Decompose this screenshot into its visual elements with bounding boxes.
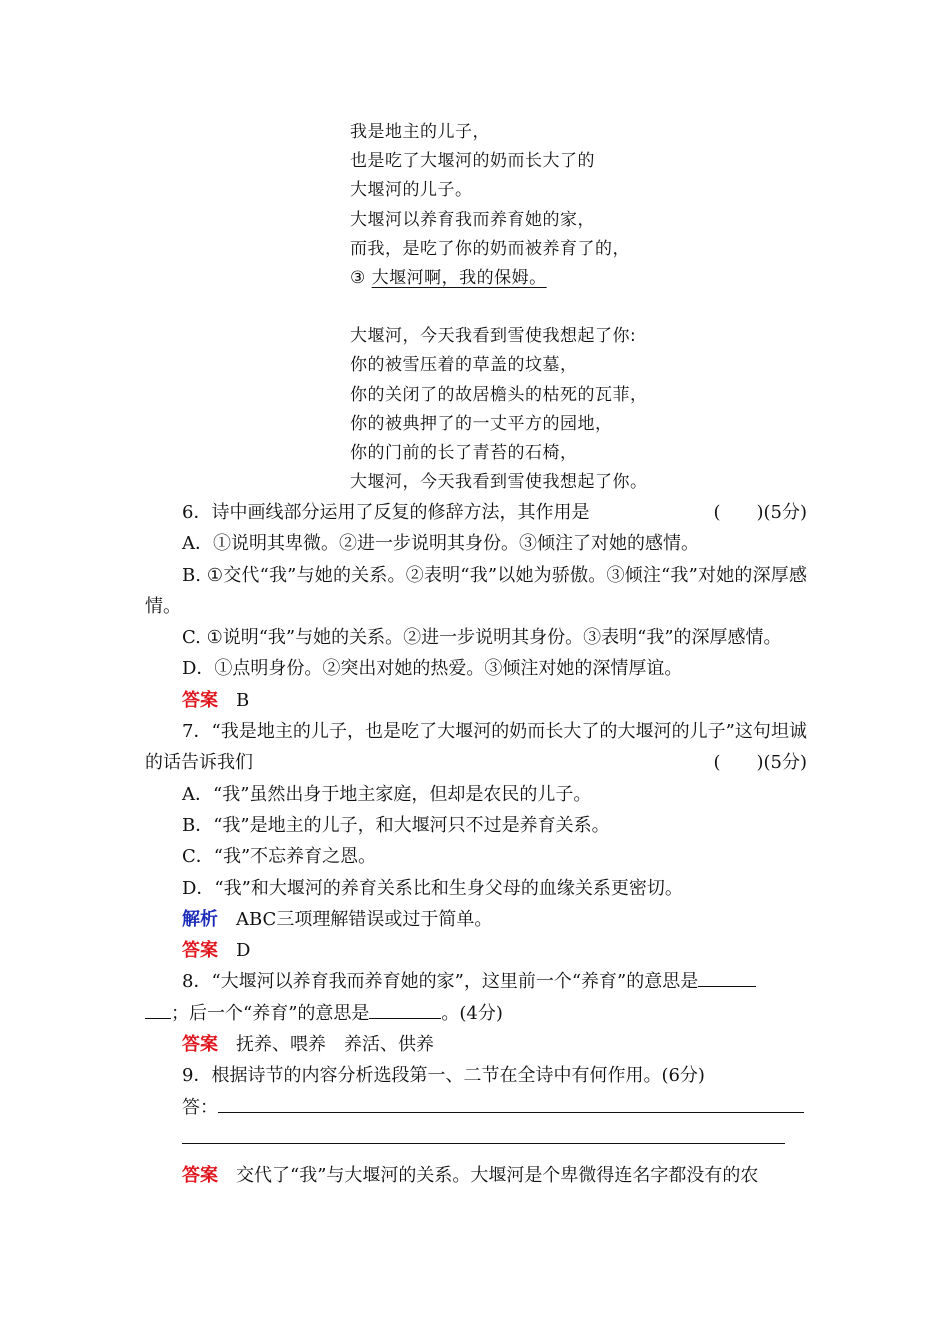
question-9-answer-area: [145, 1092, 807, 1123]
answer-line-row: [145, 1123, 807, 1154]
answer-value: 抚养、喂养 养活、供养: [236, 1034, 434, 1056]
fill-in-blank-continued[interactable]: [145, 1017, 171, 1019]
option-d: D．①点明身份。②突出对她的热爱。③倾注对她的深情厚谊。: [182, 658, 683, 680]
question-text: 6．诗中画线部分运用了反复的修辞方法，其作用是: [182, 502, 590, 523]
answer-bracket: ( )(5分): [713, 502, 807, 523]
option-a: A．“我”虽然出身于地主家庭，但却是农民的儿子。: [182, 783, 592, 805]
question-text: 8．“大堰河以养育我而养育她的家”，这里前一个“养育”的意思是: [182, 971, 699, 993]
question-7-answer: [145, 935, 807, 966]
poem-line: 我是地主的儿子，: [350, 122, 490, 142]
poem-line: 你的门前的长了青苔的石椅，: [350, 443, 578, 464]
answer-label: 答案: [182, 689, 218, 711]
poem-line: 大堰河以养育我而养育她的家，: [350, 209, 595, 230]
question-9-answer: [145, 1160, 807, 1191]
analysis-text: ABC三项理解错误或过于简单。: [236, 908, 493, 930]
poem-line: 而我，是吃了你的奶而被养育了的，: [350, 238, 630, 259]
option-c: C．“我”不忘养育之恩。: [182, 846, 377, 868]
option-a: A．①说明其卑微。②进一步说明其身份。③倾注了对她的感情。: [182, 533, 699, 555]
question-text: 。(4分): [441, 1002, 503, 1024]
poem-line: 大堰河的儿子。: [350, 180, 473, 201]
question-9-stem: 9．根据诗节的内容分析选段第一、二节在全诗中有何作用。(6分): [182, 1065, 705, 1087]
option-d: D．“我”和大堰河的养育关系比和生身父母的血缘关系更密切。: [182, 877, 683, 899]
poem-line: 你的被雪压着的草盖的坟墓，: [350, 355, 578, 376]
poem-excerpt: [350, 118, 648, 497]
poem-line: 你的关闭了的故居檐头的枯死的瓦菲，: [350, 384, 648, 405]
question-8-answer: [145, 1029, 807, 1060]
poem-underlined-line: [350, 264, 648, 293]
question-8-stem-line2: [145, 998, 807, 1029]
question-7-analysis: [145, 904, 807, 935]
answer-value: D: [236, 940, 251, 962]
answer-line[interactable]: [218, 1111, 804, 1113]
answer-line[interactable]: [182, 1142, 785, 1144]
poem-line: 也是吃了大堰河的奶而长大了的: [350, 151, 595, 172]
question-8-stem-line1: [145, 966, 807, 997]
answer-prompt: 答：: [182, 1096, 218, 1118]
poem-line: 大堰河，今天我看到雪使我想起了你:: [350, 326, 637, 347]
answer-label: 答案: [182, 940, 218, 962]
fill-in-blank[interactable]: [369, 1017, 441, 1019]
stanza-gap: [350, 293, 648, 322]
answer-label: 答案: [182, 1165, 218, 1187]
question-6-answer: [145, 685, 807, 716]
question-text: ；后一个“养育”的意思是: [171, 1002, 370, 1024]
answer-bracket: ( )(5分): [713, 752, 807, 774]
poem-line: 你的被典押了的一丈平方的园地，: [350, 413, 613, 434]
option-b: B．“我”是地主的儿子，和大堰河只不过是养育关系。: [182, 814, 610, 836]
underlined-text: 大堰河啊，我的保姆。: [371, 268, 547, 289]
question-6-stem: [145, 497, 807, 528]
answer-label: 答案: [182, 1034, 218, 1056]
answer-value: B: [236, 689, 250, 711]
questions-section: [145, 497, 807, 1192]
option-c: C. ①说明“我”与她的关系。②进一步说明其身份。③表明“我”的深厚感情。: [182, 627, 782, 649]
option-b: B. ①交代“我”与她的关系。②表明“我”以她为骄傲。③倾注“我”对她的深厚感情。: [145, 564, 807, 617]
poem-line: 大堰河，今天我看到雪使我想起了你。: [350, 472, 648, 493]
fill-in-blank[interactable]: [698, 985, 756, 987]
question-text: 7．“我是地主的儿子，也是吃了大堰河的奶而长大了的大堰河的儿子”这句坦诚的话告诉我们: [145, 721, 807, 774]
analysis-label: 解析: [182, 908, 218, 930]
circled-number: ③: [350, 268, 366, 289]
answer-value: 交代了“我”与大堰河的关系。大堰河是个卑微得连名字都没有的农: [236, 1165, 759, 1187]
